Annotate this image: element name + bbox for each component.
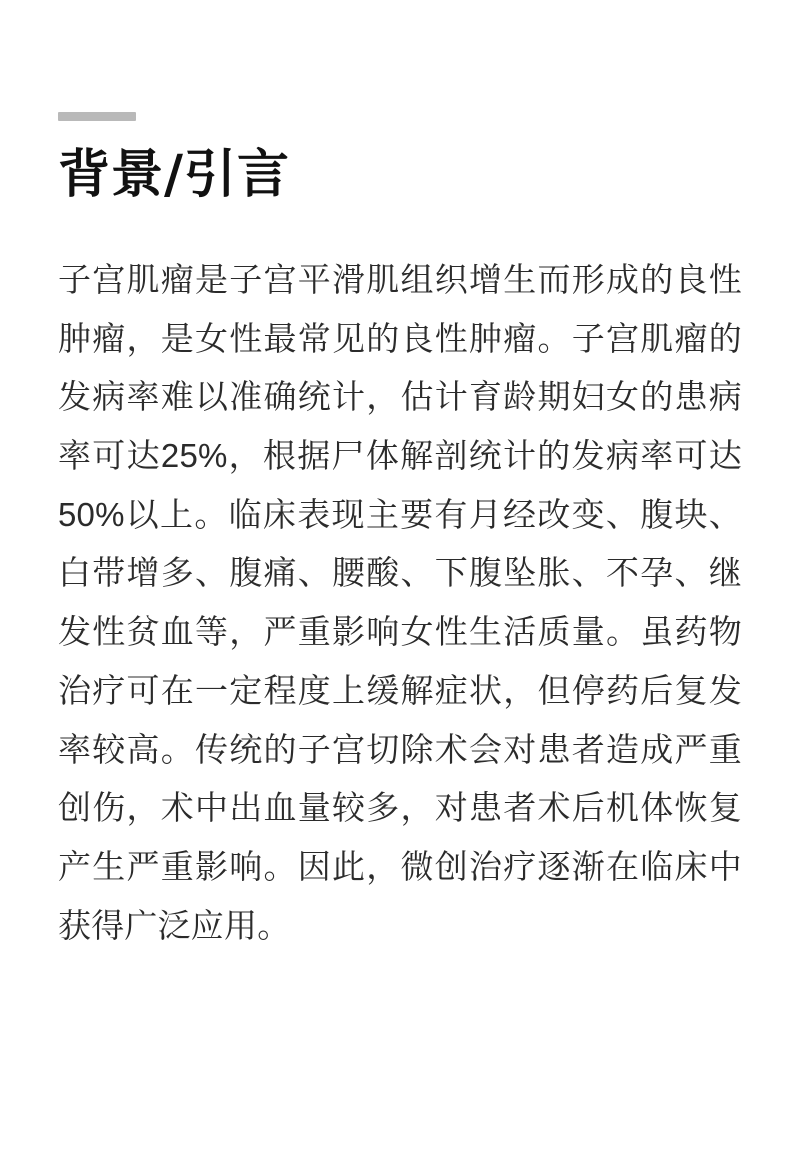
page-title: 背景/引言	[58, 144, 290, 205]
document-page	[0, 112, 800, 1152]
title-accent-rule	[58, 112, 136, 121]
body-paragraph: 子宫肌瘤是子宫平滑肌组织增生而形成的良性肿瘤，是女性最常见的良性肿瘤。子宫肌瘤的发病率难以准确统计，估计育龄期妇女的患病率可达25%，根据尸体解剖统计的发病率可达50%以上。临床表现主要有月经改变、腹块、白带增多、腹痛、腰酸、下腹坠胀、不孕、继发性贫血等，严重影响女性生活质量。虽药物治疗可在一定程度上缓解症状，但停药后复发率较高。传统的子宫切除术会对患者造成严重创伤，术中出血量较多，对患者术后机体恢复产生严重影响。因此，微创治疗逐渐在临床中获得广泛应用。	[58, 260, 742, 944]
